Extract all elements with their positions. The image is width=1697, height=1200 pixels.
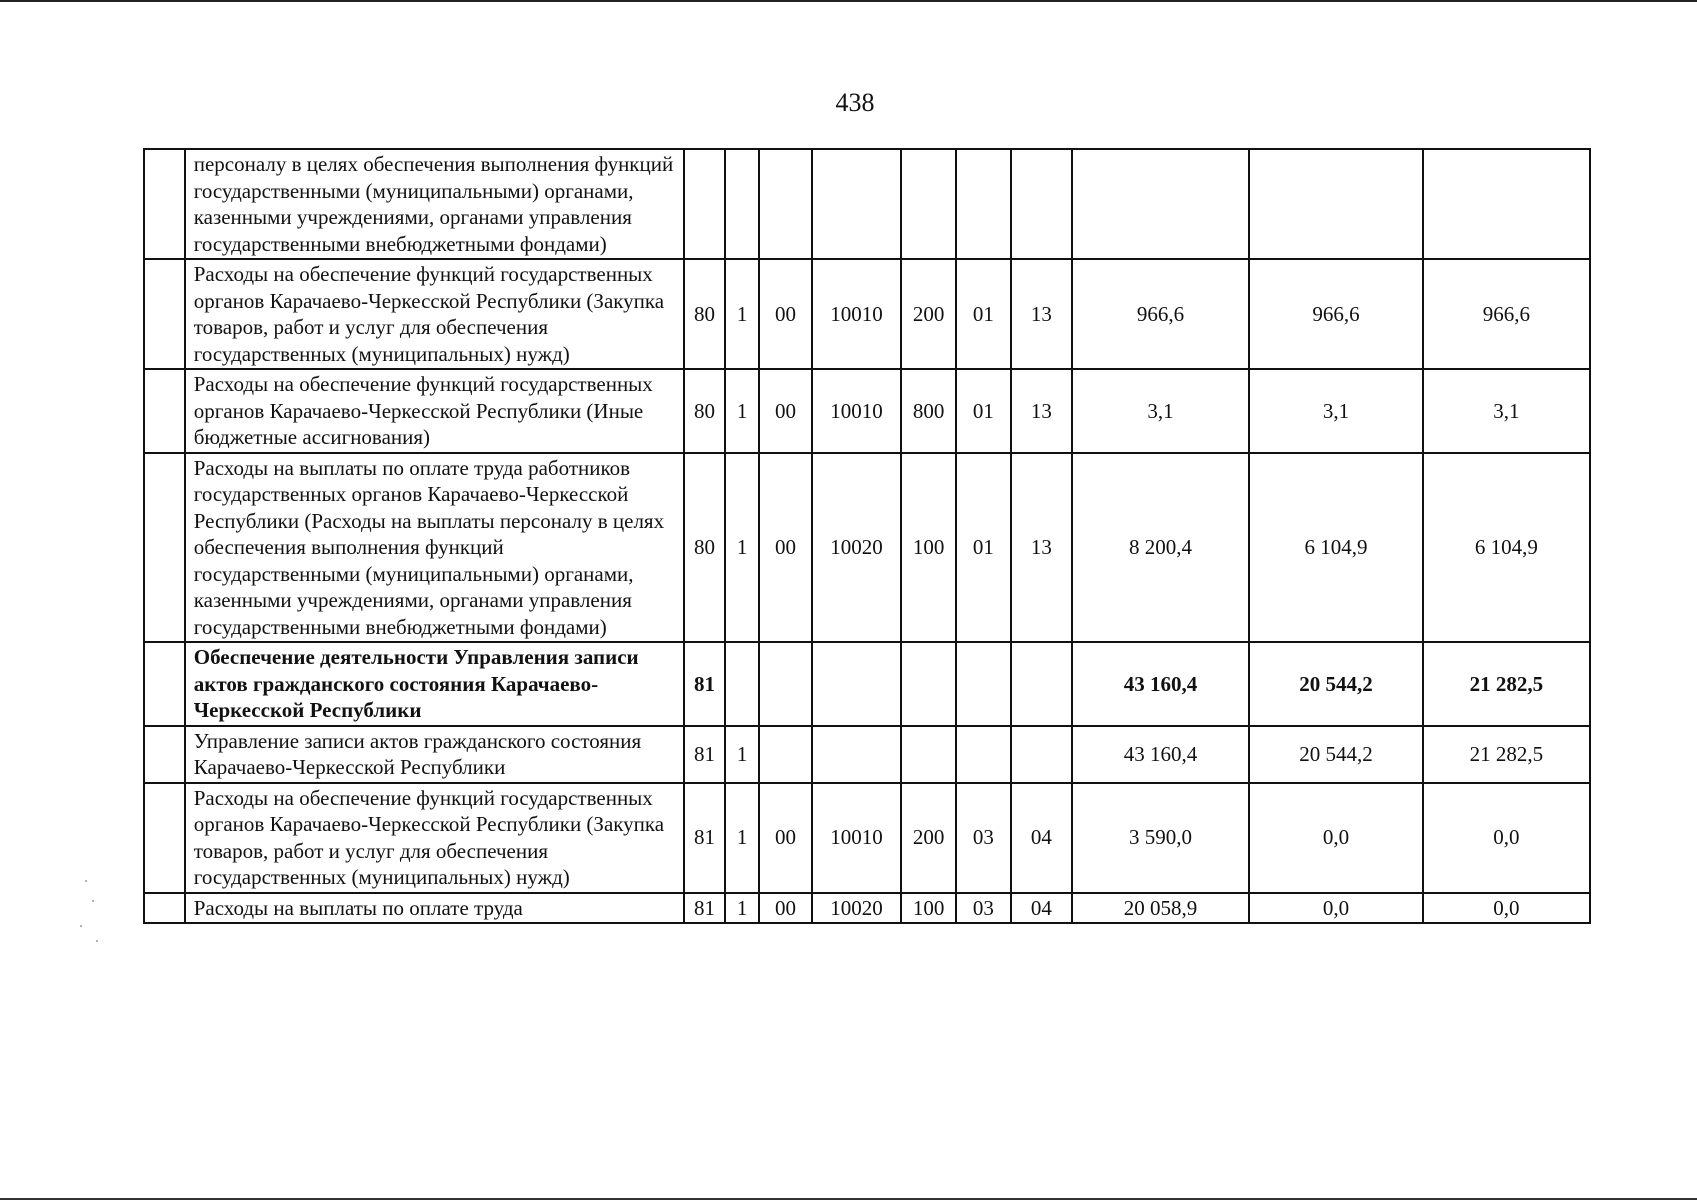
code-rz: 03 bbox=[956, 783, 1011, 893]
value-year-3: 21 282,5 bbox=[1423, 642, 1590, 726]
row-index-cell bbox=[144, 642, 185, 726]
value-year-1: 3 590,0 bbox=[1072, 783, 1250, 893]
row-index-cell bbox=[144, 726, 185, 783]
code-pp: 1 bbox=[725, 259, 759, 369]
scan-speck bbox=[80, 925, 82, 927]
table-row bbox=[144, 453, 1590, 643]
code-prog bbox=[759, 149, 811, 259]
row-index-cell bbox=[144, 893, 185, 924]
row-description: Расходы на обеспечение функций государственных органов Карачаево-Черкесской Республики (Закупка товаров, работ и услуг для обеспечения государственных (муниципальных) нужд) bbox=[185, 783, 684, 893]
code-vr bbox=[901, 149, 955, 259]
code-rz bbox=[956, 149, 1011, 259]
value-year-3 bbox=[1423, 149, 1590, 259]
row-description: Расходы на выплаты по оплате труда bbox=[185, 893, 684, 924]
code-vr: 800 bbox=[901, 369, 955, 453]
scan-speck bbox=[96, 940, 98, 942]
code-gr bbox=[684, 149, 725, 259]
value-year-3: 0,0 bbox=[1423, 783, 1590, 893]
code-pr bbox=[1011, 642, 1072, 726]
value-year-2: 3,1 bbox=[1249, 369, 1422, 453]
page-number: 438 bbox=[835, 88, 875, 117]
code-dir bbox=[812, 642, 902, 726]
value-year-1: 20 058,9 bbox=[1072, 893, 1250, 924]
row-description: Управление записи актов гражданского состояния Карачаево-Черкесской Республики bbox=[185, 726, 684, 783]
code-pp: 1 bbox=[725, 453, 759, 643]
code-prog bbox=[759, 642, 811, 726]
code-dir: 10010 bbox=[812, 369, 902, 453]
code-vr: 200 bbox=[901, 783, 955, 893]
scan-speck bbox=[92, 900, 94, 902]
code-pr: 13 bbox=[1011, 369, 1072, 453]
code-prog: 00 bbox=[759, 259, 811, 369]
code-pr: 13 bbox=[1011, 453, 1072, 643]
table-row bbox=[144, 783, 1590, 893]
code-dir: 10010 bbox=[812, 259, 902, 369]
code-prog: 00 bbox=[759, 453, 811, 643]
code-gr: 81 bbox=[684, 642, 725, 726]
table-row bbox=[144, 149, 1590, 259]
code-dir bbox=[812, 149, 902, 259]
value-year-1: 43 160,4 bbox=[1072, 642, 1250, 726]
row-index-cell bbox=[144, 259, 185, 369]
code-rz: 01 bbox=[956, 369, 1011, 453]
code-rz bbox=[956, 642, 1011, 726]
value-year-2: 0,0 bbox=[1249, 783, 1422, 893]
table-row bbox=[144, 259, 1590, 369]
value-year-3: 966,6 bbox=[1423, 259, 1590, 369]
code-dir: 10020 bbox=[812, 453, 902, 643]
value-year-2 bbox=[1249, 149, 1422, 259]
code-rz: 03 bbox=[956, 893, 1011, 924]
code-pp: 1 bbox=[725, 726, 759, 783]
code-vr: 200 bbox=[901, 259, 955, 369]
row-index-cell bbox=[144, 783, 185, 893]
value-year-3: 3,1 bbox=[1423, 369, 1590, 453]
scan-speck bbox=[85, 880, 87, 882]
code-vr: 100 bbox=[901, 453, 955, 643]
code-rz: 01 bbox=[956, 259, 1011, 369]
code-gr: 80 bbox=[684, 369, 725, 453]
scan-edge-top bbox=[0, 0, 1697, 2]
code-dir: 10020 bbox=[812, 893, 902, 924]
code-pp: 1 bbox=[725, 369, 759, 453]
table-row bbox=[144, 642, 1590, 726]
code-pr: 04 bbox=[1011, 893, 1072, 924]
table-row bbox=[144, 893, 1590, 924]
code-pr: 04 bbox=[1011, 783, 1072, 893]
table-row bbox=[144, 369, 1590, 453]
value-year-3: 6 104,9 bbox=[1423, 453, 1590, 643]
code-vr: 100 bbox=[901, 893, 955, 924]
value-year-1: 966,6 bbox=[1072, 259, 1250, 369]
code-vr bbox=[901, 726, 955, 783]
code-prog bbox=[759, 726, 811, 783]
code-gr: 81 bbox=[684, 893, 725, 924]
code-pp bbox=[725, 642, 759, 726]
code-pr bbox=[1011, 726, 1072, 783]
value-year-1: 8 200,4 bbox=[1072, 453, 1250, 643]
code-rz: 01 bbox=[956, 453, 1011, 643]
row-index-cell bbox=[144, 149, 185, 259]
code-pp: 1 bbox=[725, 893, 759, 924]
row-description: персоналу в целях обеспечения выполнения функций государственными (муниципальными) органами, казенными учреждениями, органами управления государственными внебюджетными фондами) bbox=[185, 149, 684, 259]
row-description: Расходы на обеспечение функций государственных органов Карачаево-Черкесской Республики (Закупка товаров, работ и услуг для обеспечения государственных (муниципальных) нужд) bbox=[185, 259, 684, 369]
value-year-1: 43 160,4 bbox=[1072, 726, 1250, 783]
row-index-cell bbox=[144, 369, 185, 453]
code-pr bbox=[1011, 149, 1072, 259]
code-gr: 81 bbox=[684, 726, 725, 783]
row-description: Расходы на обеспечение функций государственных органов Карачаево-Черкесской Республики (Иные бюджетные ассигнования) bbox=[185, 369, 684, 453]
code-prog: 00 bbox=[759, 893, 811, 924]
value-year-2: 966,6 bbox=[1249, 259, 1422, 369]
value-year-1 bbox=[1072, 149, 1250, 259]
code-pr: 13 bbox=[1011, 259, 1072, 369]
value-year-3: 0,0 bbox=[1423, 893, 1590, 924]
code-rz bbox=[956, 726, 1011, 783]
code-gr: 81 bbox=[684, 783, 725, 893]
budget-table bbox=[143, 148, 1591, 924]
value-year-2: 20 544,2 bbox=[1249, 726, 1422, 783]
value-year-3: 21 282,5 bbox=[1423, 726, 1590, 783]
code-dir bbox=[812, 726, 902, 783]
value-year-2: 20 544,2 bbox=[1249, 642, 1422, 726]
code-dir: 10010 bbox=[812, 783, 902, 893]
value-year-1: 3,1 bbox=[1072, 369, 1250, 453]
code-prog: 00 bbox=[759, 783, 811, 893]
value-year-2: 0,0 bbox=[1249, 893, 1422, 924]
table-row bbox=[144, 726, 1590, 783]
row-description: Расходы на выплаты по оплате труда работников государственных органов Карачаево-Черкесской Республики (Расходы на выплаты персоналу в целях обеспечения выполнения функций государственными (муниципальными) органами, казенными учреждениями, органами управления государственными внебюджетными фондами) bbox=[185, 453, 684, 643]
code-gr: 80 bbox=[684, 259, 725, 369]
code-pp: 1 bbox=[725, 783, 759, 893]
value-year-2: 6 104,9 bbox=[1249, 453, 1422, 643]
code-prog: 00 bbox=[759, 369, 811, 453]
code-gr: 80 bbox=[684, 453, 725, 643]
code-vr bbox=[901, 642, 955, 726]
row-index-cell bbox=[144, 453, 185, 643]
row-description: Обеспечение деятельности Управления записи актов гражданского состояния Карачаево-Черкесской Республики bbox=[185, 642, 684, 726]
code-pp bbox=[725, 149, 759, 259]
